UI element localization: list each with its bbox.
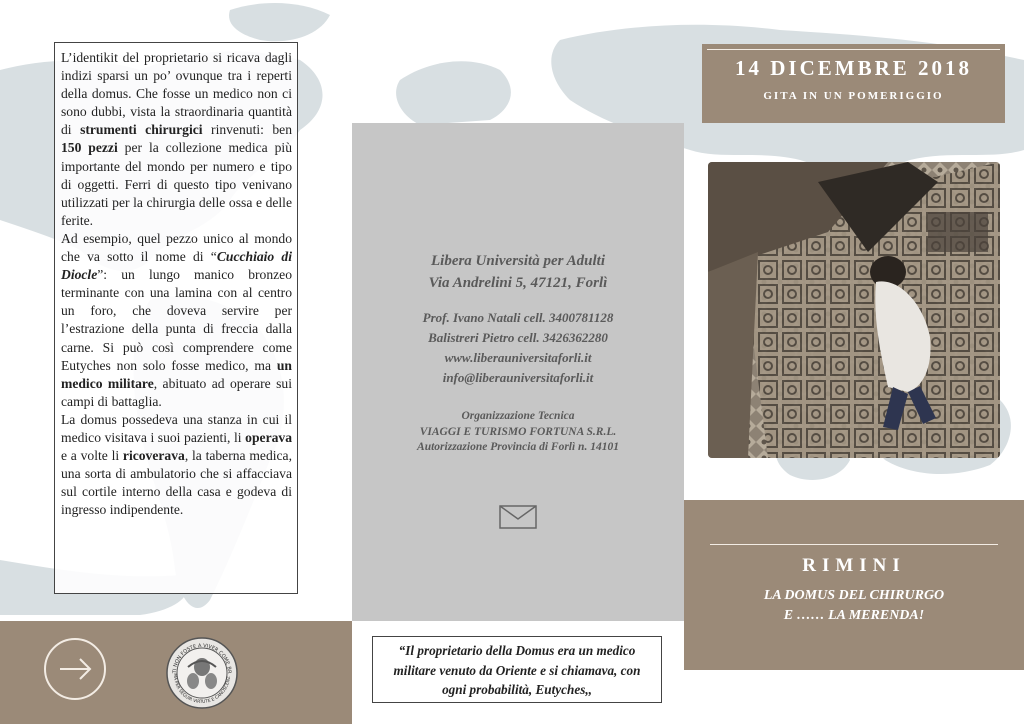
- seal-text-top: TI NON FOSTE A VIVER COME BR: [171, 642, 233, 674]
- header-divider: [707, 49, 1000, 50]
- website-link[interactable]: www.liberauniversitaforli.it: [444, 350, 592, 365]
- organizer-address: [352, 250, 684, 294]
- authorization: Autorizzazione Provincia di Forlì n. 14101: [417, 441, 619, 453]
- contacts-block: [352, 308, 684, 388]
- university-seal-icon: [166, 637, 238, 709]
- organizer-street: Via Andrelini 5, 47121, Forlì: [428, 275, 608, 291]
- event-subtitle: GITA IN UN POMERIGGIO: [763, 90, 944, 102]
- event-date: 14 DICEMBRE 2018: [734, 56, 972, 80]
- seal-text-bottom: MA PER SEGUIR VIRTUTE E CANOSCENZ: [171, 673, 232, 706]
- paragraph-1: L’identikit del proprietario si ricava dagli indizi sparsi un po’ ovunque tra i reperti della domus. Che fosse un medico non ci sono dubbi, vista la straordinaria quantità di strumenti chirurgici rinvenuti: ben 150 pezzi per la collezione medica più importante del mondo per numero e tipo di oggetti. Ferri di questo tipo venivano utilizzati per la chirurgia delle ossa e delle ferite.: [61, 50, 292, 228]
- contact-natali: Prof. Ivano Natali cell. 3400781128: [422, 310, 614, 325]
- tech-label: Organizzazione Tecnica: [461, 410, 575, 422]
- quote-box: “Il proprietario della Domus era un medico militare venuto da Oriente e si chiamava, con ogni probabilità, Eutyches,,: [372, 636, 662, 703]
- email-link[interactable]: info@liberauniversitaforli.it: [442, 370, 594, 385]
- trip-subtitle: [684, 586, 1024, 626]
- title-divider: [710, 544, 998, 545]
- trip-subtitle-line1: LA DOMUS DEL CHIRURGO: [763, 588, 945, 603]
- city-title: RIMINI: [802, 555, 906, 576]
- title-band: [684, 500, 1024, 670]
- agency-name: VIAGGI E TURISMO FORTUNA S.R.L.: [419, 425, 617, 438]
- organizer-name: Libera Università per Adulti: [430, 253, 606, 269]
- paragraph-2: Ad esempio, quel pezzo unico al mondo che va sotto il nome di “Cucchiaio di Diocle”: un lungo manico bronzeo terminante con una lamina con al centro un foro, che doveva servire per l’estrazione della punta di freccia dalla carne. Si può così comprendere come Eutyches non solo fosse medico, ma un medico militare, abituato ad operare sui campi di battaglia.: [61, 230, 293, 409]
- domus-mosaic-photo: [708, 162, 1000, 458]
- technical-organization: [352, 409, 684, 456]
- envelope-icon[interactable]: [499, 505, 537, 529]
- contact-balistreri: Balistreri Pietro cell. 3426362280: [428, 330, 608, 345]
- paragraph-3: La domus possedeva una stanza in cui il medico visitava i suoi pazienti, li operava e a volte li ricoverava, la taberna medica, una sorta di ambulatorio che si affacciava sul cortile interno della casa e godeva di ingresso indipendente.: [61, 411, 292, 518]
- arrow-right-icon[interactable]: [44, 638, 106, 700]
- trip-subtitle-line2: E …… LA MERENDA!: [783, 608, 925, 623]
- history-text-box: [54, 42, 298, 594]
